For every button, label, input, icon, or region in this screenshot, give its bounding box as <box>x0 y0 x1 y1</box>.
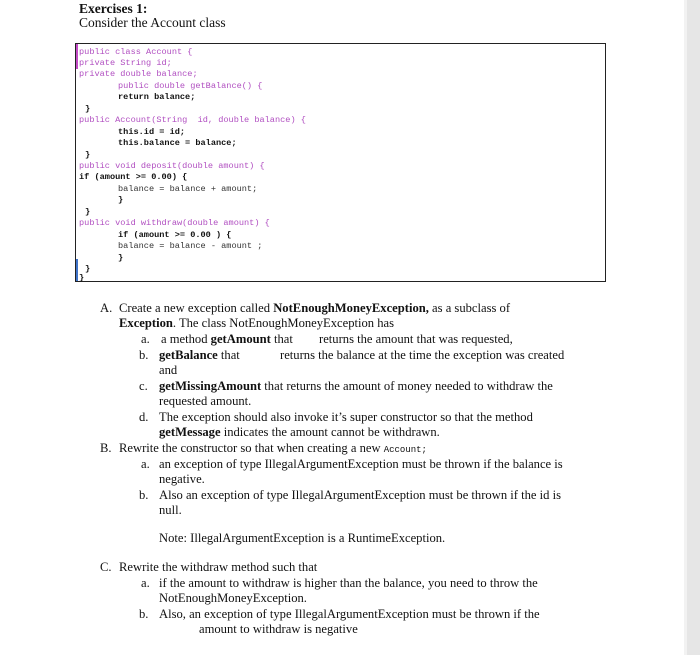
exercise-subtitle: Consider the Account class <box>79 15 226 30</box>
question-c-label: C. <box>100 560 112 574</box>
item-a-d-label: d. <box>139 410 149 424</box>
item-c-b-label: b. <box>139 607 149 621</box>
item-a-a-right: returns the amount that was requested, <box>319 332 513 346</box>
question-c-line1: Rewrite the withdraw method such that <box>119 560 318 574</box>
text: that returns the amount of money needed to withdraw the <box>261 379 553 393</box>
code-line-3: private double balance; <box>79 69 198 79</box>
code-line-18: balance = balance - amount ; <box>118 241 263 251</box>
code-line-19: } <box>118 253 124 263</box>
text: that <box>270 332 293 346</box>
code-line-10: } <box>85 150 91 160</box>
item-a-b <box>159 348 240 363</box>
item-a-b-label: b. <box>139 348 149 362</box>
code-line-21: } <box>79 273 85 283</box>
code-line-16: public void withdraw(double amount) { <box>79 218 270 228</box>
item-b-b-label: b. <box>139 488 149 502</box>
item-a-d-line2 <box>159 425 440 440</box>
bold-term: Exception <box>119 316 173 330</box>
item-b-a-line1: an exception of type IllegalArgumentException must be thrown if the balance is <box>159 457 563 471</box>
item-a-b-right: returns the balance at the time the exception was created <box>280 348 565 362</box>
text: that <box>217 348 240 362</box>
scrollbar-track[interactable] <box>687 0 700 655</box>
code-line-5: return balance; <box>118 92 196 102</box>
code-line-9: this.balance = balance; <box>118 138 237 148</box>
item-c-a-line1: if the amount to withdraw is higher than the balance, you need to throw the <box>159 576 538 590</box>
code-line-8: this.id = id; <box>118 127 186 137</box>
item-a-a-label: a. <box>141 332 150 346</box>
bold-term: getBalance <box>159 348 218 362</box>
code-line-20: } <box>85 264 91 274</box>
bold-term: getMissingAmount <box>159 379 262 393</box>
item-c-b-cont: amount to withdraw is negative <box>199 622 358 636</box>
text: indicates the amount cannot be withdrawn. <box>220 425 440 439</box>
item-b-b-cont: null. <box>159 503 182 517</box>
item-b-a-cont: negative. <box>159 472 205 486</box>
item-a-c-label: c. <box>139 379 148 393</box>
item-a-c <box>159 379 553 394</box>
gutter-marker-bottom <box>76 259 78 281</box>
code-line-11: public void deposit(double amount) { <box>79 161 265 171</box>
question-a-line2 <box>119 316 394 331</box>
exercise-title: Exercises 1: <box>79 1 148 16</box>
code-line-4: public double getBalance() { <box>118 81 263 91</box>
code-line-6: } <box>85 104 91 114</box>
note-text: Note: IllegalArgumentException is a RuntimeException. <box>159 531 446 545</box>
item-b-a-label: a. <box>141 457 150 471</box>
code-line-7: public Account(String id, double balance) { <box>79 115 306 125</box>
bold-term: NotEnoughMoneyException, <box>273 301 429 315</box>
item-a-d-line1: The exception should also invoke it’s super constructor so that the method <box>159 410 533 424</box>
question-a-label: A. <box>100 301 113 315</box>
gutter-marker-top <box>76 44 78 69</box>
item-c-b-line1: Also, an exception of type IllegalArgumentException must be thrown if the <box>159 607 540 621</box>
question-b-label: B. <box>100 441 112 455</box>
item-c-a-cont: NotEnoughMoneyException. <box>159 591 307 605</box>
code-line-1 <box>79 47 192 57</box>
text: Rewrite the constructor so that when creating a new <box>119 441 384 455</box>
code-line-14: } <box>118 195 124 205</box>
item-a-a <box>161 332 293 347</box>
bold-term: getAmount <box>210 332 271 346</box>
question-b-line1 <box>119 441 427 458</box>
text: a method <box>161 332 211 346</box>
text: . The class NotEnoughMoneyException has <box>172 316 395 330</box>
question-a <box>100 301 112 316</box>
code-line-13: balance = balance + amount; <box>118 184 258 194</box>
text: as a subclass of <box>428 301 511 315</box>
code-line-2: private String id; <box>79 58 172 68</box>
item-b-b-line1: Also an exception of type IllegalArgumentException must be thrown if the id is <box>159 488 561 502</box>
code-line-15: } <box>85 207 91 217</box>
text: Create a new exception called <box>119 301 274 315</box>
item-c-a-label: a. <box>141 576 150 590</box>
inline-code: Account; <box>383 445 427 455</box>
code-line-17: if (amount >= 0.00 ) { <box>118 230 232 240</box>
code-text: public class Account { <box>79 47 193 57</box>
item-a-c-cont: requested amount. <box>159 394 252 408</box>
question-a-line1 <box>119 301 510 316</box>
item-a-b-cont: and <box>159 363 178 377</box>
code-gutter <box>76 44 78 281</box>
code-line-12: if (amount >= 0.00) { <box>79 172 188 182</box>
bold-term: getMessage <box>159 425 221 439</box>
